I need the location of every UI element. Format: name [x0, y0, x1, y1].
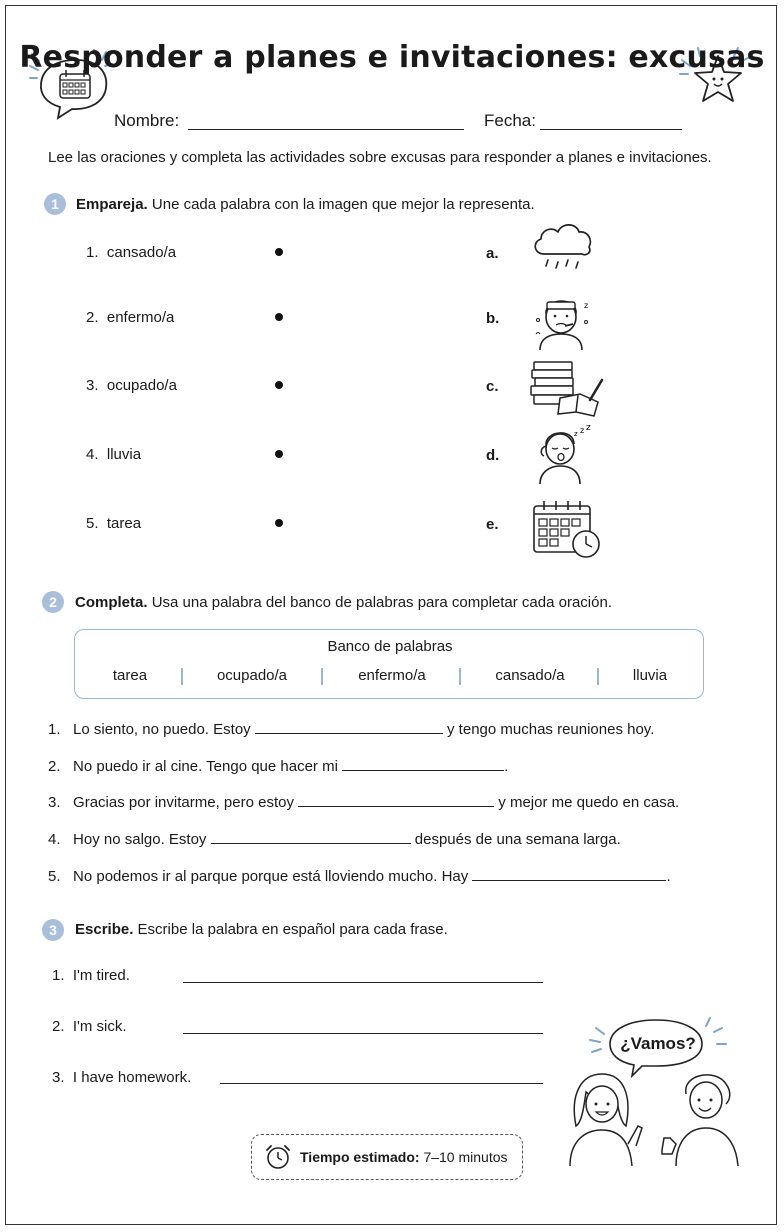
write-item-3: [52, 1069, 191, 1086]
sentence-num: 1.: [48, 721, 61, 738]
match-item-2: [86, 309, 174, 326]
write-item-2: [52, 1018, 127, 1035]
sentence-1: [48, 721, 654, 738]
svg-text:z: z: [586, 423, 591, 433]
section3-text: Escribe la palabra en español para cada frase.: [137, 921, 448, 938]
answer-blank[interactable]: [211, 831, 411, 844]
match-item-4: [86, 446, 141, 463]
sentence-before: Lo siento, no puedo. Estoy: [73, 721, 251, 738]
speech-bubble-text: ¿Vamos?: [620, 1034, 696, 1053]
estimated-time-value: 7–10 minutos: [423, 1149, 508, 1165]
match-dot-3[interactable]: [275, 381, 283, 389]
bank-word: cansado/a: [495, 667, 565, 684]
match-num: 1.: [86, 244, 99, 261]
bank-word: tarea: [112, 667, 148, 684]
sentence-4: [48, 831, 621, 848]
sentence-after: .: [504, 758, 509, 775]
match-item-1: [86, 244, 176, 261]
match-dot-4[interactable]: [275, 450, 283, 458]
svg-text:z: z: [580, 426, 585, 435]
match-dot-5[interactable]: [275, 519, 283, 527]
write-answer-line-2[interactable]: [183, 1033, 543, 1034]
bank-divider: [321, 668, 323, 685]
match-word: cansado/a: [106, 244, 177, 261]
bank-word: lluvia: [632, 667, 668, 684]
section3-title: Escribe.: [75, 921, 134, 938]
answer-blank[interactable]: [255, 721, 443, 734]
svg-text:z: z: [574, 430, 578, 438]
match-item-3: [86, 377, 177, 394]
sentence-before: Hoy no salgo. Estoy: [73, 831, 207, 848]
sentence-num: 5.: [48, 868, 61, 885]
section3-heading: [75, 921, 448, 938]
match-letter-e: e.: [486, 516, 499, 533]
match-word: ocupado/a: [106, 377, 177, 394]
sentence-before: Gracias por invitarme, pero estoy: [73, 794, 294, 811]
section2-badge: 2: [42, 591, 64, 613]
match-letter-b: b.: [486, 310, 500, 327]
alarm-clock-icon: [264, 1143, 292, 1171]
write-num: 3.: [52, 1069, 65, 1086]
instructions-text: Lee las oraciones y completa las actividades sobre excusas para responder a planes e invitaciones.: [48, 149, 712, 166]
section2-text: Usa una palabra del banco de palabras para completar cada oración.: [151, 594, 612, 611]
match-num: 4.: [86, 446, 99, 463]
match-dot-2[interactable]: [275, 313, 283, 321]
sentence-before: No podemos ir al parque porque está lloviendo mucho. Hay: [73, 868, 469, 885]
date-field-line[interactable]: [540, 129, 682, 130]
write-phrase: I'm tired.: [72, 967, 130, 984]
estimated-time-label: Tiempo estimado:: [300, 1149, 420, 1165]
match-word: lluvia: [106, 446, 142, 463]
match-word: enfermo/a: [106, 309, 175, 326]
match-num: 5.: [86, 515, 99, 532]
answer-blank[interactable]: [342, 758, 504, 771]
match-word: tarea: [106, 515, 142, 532]
two-kids-illustration: [566, 1066, 742, 1166]
word-bank-title: Banco de palabras: [327, 638, 453, 655]
sentence-after: y tengo muchas reuniones hoy.: [447, 721, 655, 738]
sentence-after: .: [666, 868, 671, 885]
bank-divider: [459, 668, 461, 685]
answer-blank[interactable]: [472, 868, 666, 881]
write-answer-line-3[interactable]: [220, 1083, 543, 1084]
sentence-3: [48, 794, 679, 811]
word-bank: [74, 629, 704, 699]
tired-yawning-person-icon: [534, 424, 596, 486]
name-label: Nombre:: [114, 111, 180, 130]
sentence-num: 3.: [48, 794, 61, 811]
answer-blank[interactable]: [298, 794, 494, 807]
match-num: 3.: [86, 377, 99, 394]
svg-text:z: z: [584, 301, 589, 310]
write-num: 2.: [52, 1018, 65, 1035]
bank-divider: [181, 668, 183, 685]
date-label: Fecha:: [484, 111, 536, 130]
section2-heading: [75, 594, 612, 611]
sentence-after: y mejor me quedo en casa.: [498, 794, 680, 811]
write-phrase: I'm sick.: [72, 1018, 127, 1035]
sentence-num: 2.: [48, 758, 61, 775]
section1-badge: 1: [44, 193, 66, 215]
write-answer-line-1[interactable]: [183, 982, 543, 983]
sentence-2: [48, 758, 508, 775]
match-dot-1[interactable]: [275, 248, 283, 256]
calendar-clock-icon: [532, 498, 604, 560]
section3-badge: 3: [42, 919, 64, 941]
books-homework-icon: [528, 358, 606, 418]
sentence-num: 4.: [48, 831, 61, 848]
match-item-5: [86, 515, 141, 532]
sentence-before: No puedo ir al cine. Tengo que hacer mi: [73, 758, 338, 775]
bank-word: enfermo/a: [358, 667, 426, 684]
sick-person-icon: [532, 290, 592, 352]
match-letter-d: d.: [486, 447, 500, 464]
sentence-after: después de una semana larga.: [414, 831, 621, 848]
name-field-line[interactable]: [188, 129, 464, 130]
sentence-5: [48, 868, 671, 885]
match-num: 2.: [86, 309, 99, 326]
section1-title: Empareja.: [76, 196, 148, 213]
match-letter-c: c.: [486, 378, 499, 395]
section2-title: Completa.: [75, 594, 148, 611]
estimated-time-text: [300, 1149, 508, 1165]
rain-cloud-icon: [530, 220, 594, 276]
section1-text: Une cada palabra con la imagen que mejor la representa.: [151, 196, 535, 213]
bank-word: ocupado/a: [216, 667, 288, 684]
write-num: 1.: [52, 967, 65, 984]
estimated-time-box: [251, 1134, 523, 1180]
write-item-1: [52, 967, 130, 984]
match-letter-a: a.: [486, 245, 499, 262]
bank-divider: [597, 668, 599, 685]
page-title: Responder a planes e invitaciones: excusas: [19, 40, 765, 75]
section1-heading: [76, 196, 535, 213]
write-phrase: I have homework.: [72, 1069, 192, 1086]
